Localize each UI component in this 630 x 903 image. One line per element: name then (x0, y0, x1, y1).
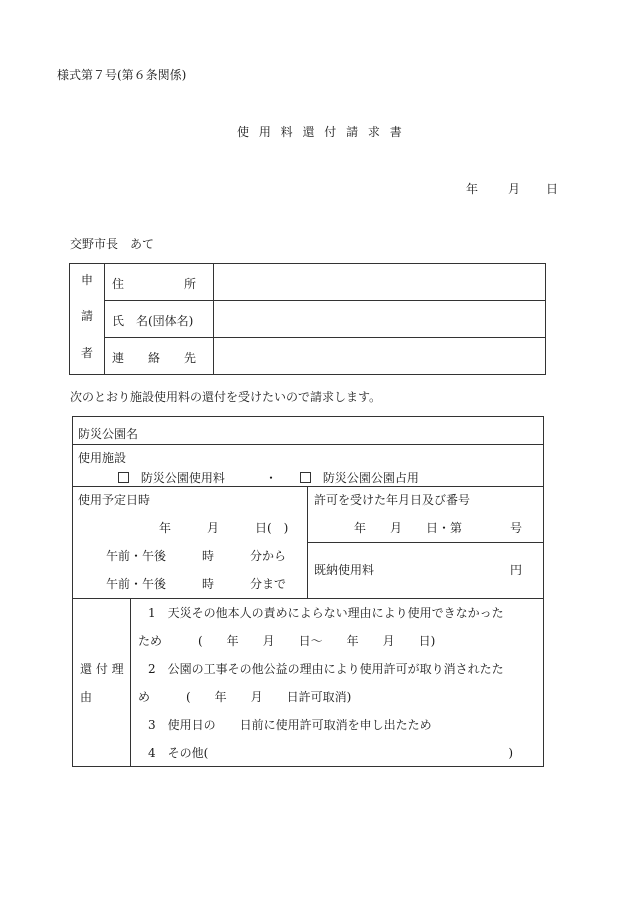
applicant-side-label-2: 請 (81, 309, 94, 323)
refund-reason-3: 3 使用日の 日前に使用許可取消を申し出たため (148, 718, 432, 732)
refund-reason-2: 2 公園の工事その他公益の理由により使用許可が取り消されたた (148, 662, 504, 676)
facility-label: 使用施設 (78, 451, 127, 465)
page-title: 使 用 料 還 付 請 求 書 (237, 125, 405, 139)
date-year: 年 (466, 182, 479, 196)
date-day: 日 (546, 182, 559, 196)
permit-line: 年 月 日・第 号 (354, 521, 523, 535)
facility-option-occupancy-label: 防災公園公園占用 (322, 471, 419, 485)
addressee: 交野市長 あて (70, 237, 155, 251)
address-label: 住 所 (112, 277, 197, 291)
facility-option-usage-fee-label: 防災公園使用料 (140, 471, 225, 485)
date-month: 月 (508, 182, 521, 196)
facility-option-occupancy[interactable] (300, 469, 419, 486)
paid-fee-label: 既納使用料 (314, 563, 375, 577)
permit-label: 許可を受けた年月日及び番号 (314, 493, 471, 507)
form-number: 様式第７号(第６条関係) (57, 68, 187, 82)
applicant-side-label-1: 申 (81, 273, 94, 287)
contact-label: 連 絡 先 (112, 351, 197, 365)
refund-reason-1-cont: ため ( 年 月 日〜 年 月 日) (138, 634, 436, 648)
refund-reason-label-2: 由 (80, 690, 93, 704)
checkbox-usage-fee-icon[interactable] (118, 472, 129, 483)
refund-reason-1: 1 天災その他本人の責めによらない理由により使用できなかった (148, 606, 504, 620)
schedule-date-line: 年 月 日( ) (159, 521, 289, 535)
schedule-to-line: 午前・午後 時 分まで (106, 577, 287, 591)
intro-text: 次のとおり施設使用料の還付を受けたいので請求します。 (70, 390, 382, 404)
refund-reason-4: 4 その他( ) (148, 746, 514, 760)
facility-separator: ・ (265, 471, 278, 485)
schedule-from-line: 午前・午後 時 分から (106, 549, 287, 563)
checkbox-occupancy-icon[interactable] (300, 472, 311, 483)
applicant-side-label-3: 者 (81, 346, 94, 360)
paid-fee-unit: 円 (510, 563, 523, 577)
refund-reason-2-cont: め ( 年 月 日許可取消) (138, 690, 352, 704)
name-label: 氏 名(団体名) (112, 314, 194, 328)
facility-option-usage-fee[interactable] (118, 469, 225, 486)
park-name-label: 防災公園名 (78, 427, 139, 441)
schedule-label: 使用予定日時 (78, 493, 151, 507)
refund-reason-label-1: 還 付 理 (80, 662, 124, 676)
